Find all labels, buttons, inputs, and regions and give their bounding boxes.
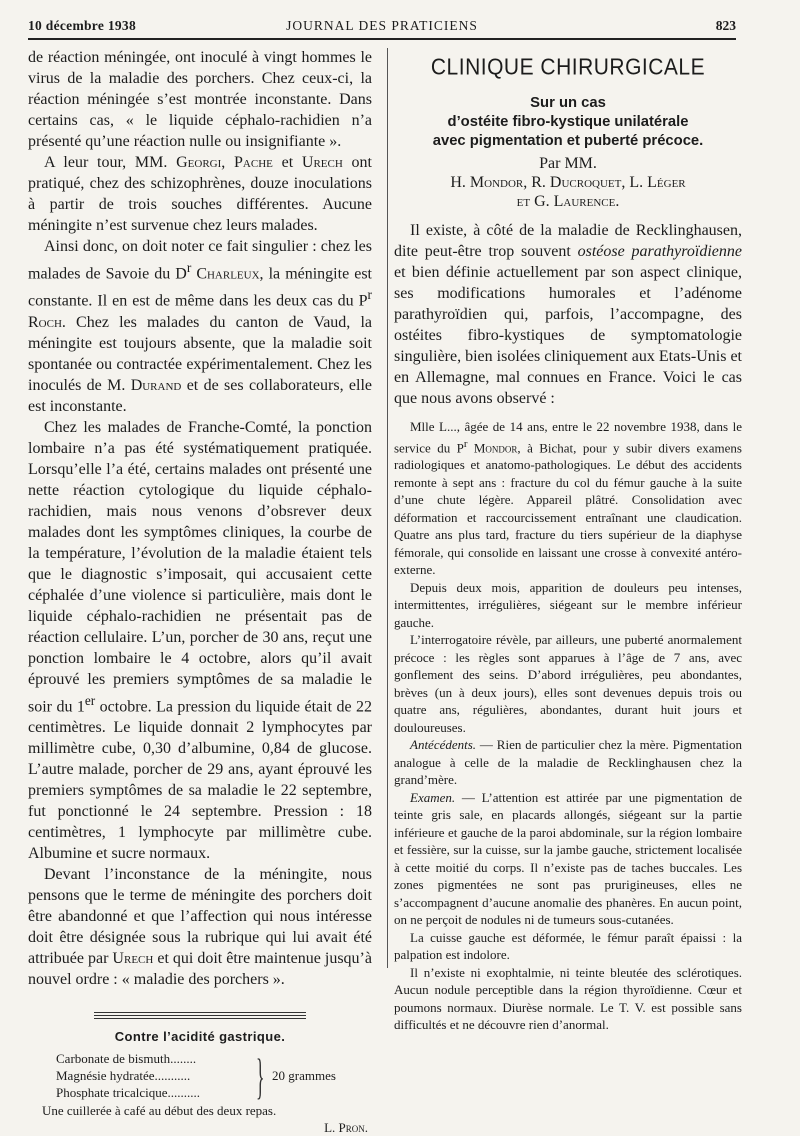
header-rule: [28, 38, 736, 40]
article-title: [394, 94, 742, 151]
text: Chez les malades de Franche-Comté, la ponction lombaire n’a pas été systématiquement pratiquée. Lorsqu’elle l’a été, certains malades ont présenté une nette réaction cytologique du liquide céphalo-rachidien, mais nous venons d’obsrever deux malades dont les symptômes cliniques, la courbe de la température, l’évolution de la maladie étaient tels que le diagnostic s’imposait, qui accusaient cette céphalée d’une violence si particulière, mais dont le liquide céphalo-rachidien ne présentait pas de réaction cellulaire. L’un, porcher de 30 ans, reçut une ponction lombaire le 4 octobre, alors qu’il avait éprouvé les premiers symptômes de sa maladie le soir du 1: [28, 418, 372, 715]
section-heading: CLINIQUE CHIRURGICALE: [430, 54, 706, 81]
recipe-author: L. Pron.: [324, 1119, 368, 1135]
paragraph: [28, 47, 372, 152]
running-header: [28, 14, 736, 38]
text: L’interrogatoire révèle, par ailleurs, une puberté anormalement précoce : les règles sont apparues à l’âge de 7 ans, avec gonflement des seins. D’abord irrégulières, peu abondantes, brèves (un à deux jours), elles sont devenues depuis trois ou quatre ans, régulières, abondantes, durant huit jours et douloureuses.: [394, 632, 742, 735]
case-paragraph: [394, 579, 742, 632]
title-line: Sur un cas: [530, 95, 606, 111]
text: Ainsi donc, on doit noter ce fait singulier : chez les malades de Savoie du D: [28, 238, 372, 283]
paragraph: [394, 220, 742, 409]
text: . Chez les malades du canton de Vaud, la méningite est toujours absente, que la maladie soit spontanée ou contractée expérimentalement. Chez les inoculés de M.: [28, 313, 372, 394]
author-name: Urech: [301, 154, 343, 171]
author-name: Urech: [112, 949, 154, 967]
case-paragraph: [394, 631, 742, 736]
byline-prefix: Par MM.: [539, 155, 597, 172]
case-paragraph: [394, 736, 742, 789]
paragraph: [28, 864, 372, 990]
text: , à Bichat, pour y subir divers examens radiologiques et anatomo-pathologiques. Le début des accidents remonte à sept ans : fracture du col du fémur gauche à la suite d’une chute légère. Appareil plâtré. Consolidation avec déformation et raccourcissement entraînant une claudication. Quatre ans plus tard, fracture du tiers supérieur de la diaphyse fémorale, qui consolide en laissant une crosse à convexité antéro-externe.: [394, 439, 742, 578]
text: ont pratiqué, chez des schizophrènes, douze inoculations à partir de trois souches différentes. Aucune méningite n’est survenue chez leurs malades.: [28, 154, 372, 234]
author-name: Charleux: [191, 265, 260, 283]
superscript: r: [463, 437, 468, 450]
text: et de ses collaborateurs, elle est inconstante.: [28, 376, 372, 415]
case-paragraph: [394, 929, 742, 964]
text: de réaction méningée, ont inoculé à vingt hommes le virus de la maladie des porchers. Chez ceux-ci, la réaction méningée s’est montrée inconstante. Dans certains cas, « le liquide céphalo-rachidien n’a présenté qu’une réaction nulle ou insignifiante ».: [28, 49, 372, 150]
case-paragraph: [394, 789, 742, 929]
text: — L’attention est attirée par une pigmentation de teinte gris sale, en placards allongés, siégeant sur la partie inférieure et gauche de la paroi abdominale, sur la région lombaire et fessière, sur la cuisse, sur la jambe gauche, strictement localisée à cette moitié du corps. Il n’existe pas de taches buccales. Les zones pigmentées ne sont pas prurigineuses, elles ne s’accompagnent d’aucune anomalie des phanères. En aucun point, on ne perçoit de nodules ni de tumeurs sous-cutanées.: [394, 789, 742, 928]
paragraph: [28, 152, 372, 236]
text: et qui doit être maintenue jusqu’à nouvel ordre : « maladie des porchers ».: [28, 949, 372, 988]
text: A leur tour, MM.: [44, 154, 177, 171]
title-line: avec pigmentation et puberté précoce.: [432, 133, 704, 149]
text: — Rien de particulier chez la mère. Pigmentation analogue à celle de la maladie de Recklinghausen chez la grand’mère.: [394, 737, 742, 788]
column-divider: [387, 48, 388, 968]
left-column: [28, 47, 372, 1136]
paragraph: [28, 417, 372, 864]
superscript: er: [84, 692, 96, 708]
author-name: Durand: [130, 376, 182, 394]
byline-authors: H. Mondor, R. Ducroquet, L. Léger: [450, 174, 686, 191]
ingredient: Phosphate tricalcique..........: [56, 1084, 201, 1100]
page-number: 823: [715, 18, 736, 33]
superscript: r: [186, 260, 192, 275]
superscript: r: [367, 287, 372, 303]
issue-date: 10 décembre 1938: [28, 18, 137, 33]
text: Depuis deux mois, apparition de douleurs peu intenses, intermittentes, irrégulières, siégeant sur le membre inférieur gauche.: [394, 579, 742, 630]
emphasis: ostéose parathyroïdienne: [577, 243, 742, 260]
ingredient: Carbonate de bismuth........: [56, 1050, 197, 1066]
decorative-separator: [94, 1012, 306, 1019]
text: Il n’existe ni exophtalmie, ni teinte bleutée des sclérotiques. Aucun nodule perceptible dans la région thyroïdienne. Cœur et poumons normaux. Diurèse normale. Le T. V. est possible sans difficultés et ne découvre rien d’anormal.: [394, 964, 742, 1033]
paragraph: [28, 236, 372, 417]
dose: 20 grammes: [272, 1067, 336, 1083]
recipe-instructions: Une cuillerée à café au début des deux repas.: [42, 1102, 277, 1118]
author-name: Pache: [234, 154, 273, 171]
brace-icon: }: [256, 1047, 265, 1104]
text: La cuisse gauche est déformée, le fémur paraît épaissi : la palpation est indolore.: [394, 929, 742, 963]
author-name: Roch: [28, 313, 62, 331]
run-in-heading: Examen.: [410, 789, 456, 805]
case-paragraph: [394, 418, 742, 579]
text: octobre. La pression du liquide était de 22 centimètres. Le liquide donnait 2 lymphocytes par millimètre cube, 0,30 d’albumine, 0,84 de glucose. L’autre malade, porcher de 29 ans, ayant éprouvé les premiers symptômes de sa maladie le 22 septembre, fut ponctionné le 24 septembre. Pression : 18 centimètres, 1 lymphocyte par millimètre cube. Albumine et sucre normaux.: [28, 697, 372, 862]
text: et bien définie actuellement par son aspect clinique, ses modifications humorales et l’adénome parathyroïdien qui, parfois, l’accompagne, des ostéites fibro-kystiques de symptomatologie singulière, bien isolées cliniquement aux Etats-Unis et en Allemagne, mal connues en France. Voici le cas que nous avons observé :: [394, 264, 742, 407]
text: Il existe, à côté de la maladie de Recklinghausen, dite peut-être trop souvent: [394, 222, 742, 260]
author-name: Georgi: [176, 154, 222, 171]
text: Mlle L..., âgée de 14 ans, entre le 22 novembre 1938, dans le service du P: [394, 419, 742, 455]
ingredient: Magnésie hydratée...........: [56, 1067, 191, 1083]
author-name: Mondor: [467, 439, 518, 455]
byline-authors: et G. Laurence.: [516, 193, 620, 210]
text: ,: [221, 154, 235, 171]
recipe-formula: [28, 1047, 372, 1104]
text: et: [272, 154, 302, 171]
right-column: [394, 47, 742, 1034]
case-paragraph: [394, 964, 742, 1034]
text: Devant l’inconstance de la méningite, nous pensons que le terme de méningite des porchers doit être abandonné et que l’affection qui nous intéresse doit être désignée sous la rubrique qui lui avait été attribuée par: [28, 865, 372, 967]
run-in-heading: Antécédents.: [410, 737, 477, 753]
text: , la méningite est constante. Il en est de même dans les deux cas du P: [28, 265, 372, 310]
recipe-title: Contre l’acidité gastrique.: [114, 1028, 286, 1044]
journal-title: JOURNAL DES PRATICIENS: [286, 18, 478, 33]
title-line: d’ostéite fibro-kystique unilatérale: [447, 114, 689, 130]
